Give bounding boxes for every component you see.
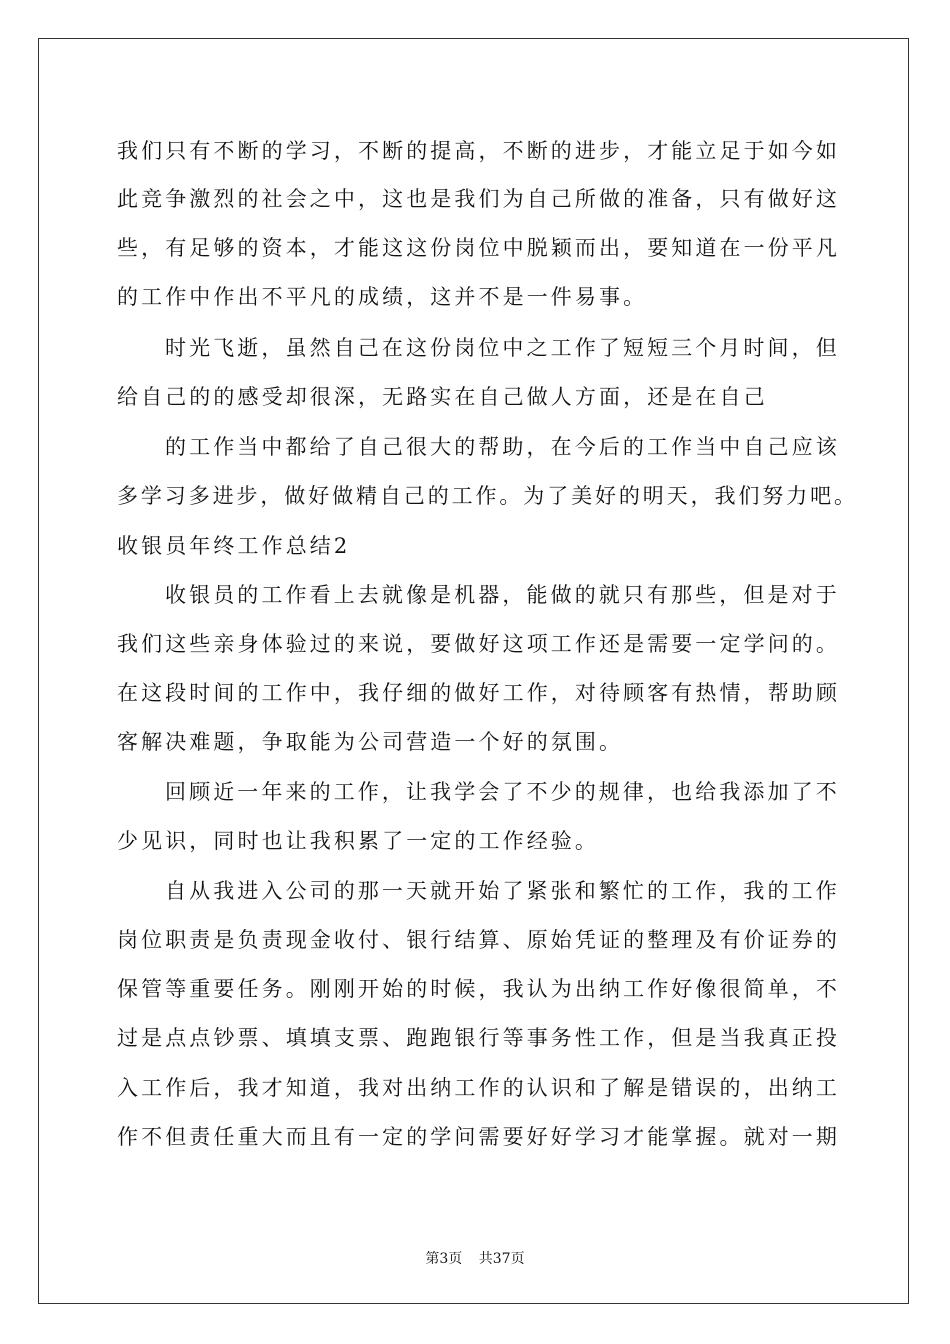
text-line: 回顾近一年来的工作，让我学会了不少的规律，也给我添加了不 bbox=[165, 780, 840, 804]
text-line: 过是点点钞票、填填支票、跑跑银行等事务性工作，但是当我真正投 bbox=[117, 1026, 840, 1050]
text-line: 多学习多进步，做好做精自己的工作。为了美好的明天，我们努力吧。 bbox=[117, 484, 858, 508]
text-line: 我们只有不断的学习，不断的提高，不断的进步，才能立足于如今如 bbox=[117, 139, 840, 163]
text-line: 些，有足够的资本，才能这这份岗位中脱颖而出，要知道在一份平凡 bbox=[117, 236, 840, 260]
text-line: 岗位职责是负责现金收付、银行结算、原始凭证的整理及有价证券的 bbox=[117, 928, 840, 952]
text-line: 保管等重要任务。刚刚开始的时候，我认为出纳工作好像很简单，不 bbox=[117, 977, 840, 1001]
text-line: 给自己的的感受却很深，无路实在自己做人方面，还是在自己 bbox=[117, 385, 768, 409]
page-total: 共37页 bbox=[478, 1251, 525, 1267]
text-line: 少见识，同时也让我积累了一定的工作经验。 bbox=[117, 829, 599, 853]
text-line: 我们这些亲身体验过的来说，要做好这项工作还是需要一定学问的。 bbox=[117, 632, 840, 656]
page-number: 第3页 bbox=[425, 1251, 463, 1267]
text-line: 的工作当中都给了自己很大的帮助，在今后的工作当中自己应该 bbox=[165, 435, 840, 459]
text-line: 自从我进入公司的那一天就开始了紧张和繁忙的工作，我的工作 bbox=[165, 879, 840, 903]
text-line: 此竞争激烈的社会之中，这也是我们为自己所做的准备，只有做好这 bbox=[117, 187, 840, 211]
text-line: 收银员的工作看上去就像是机器，能做的就只有那些，但是对于 bbox=[165, 583, 840, 607]
page-border bbox=[38, 38, 909, 1304]
text-line: 客解决难题，争取能为公司营造一个好的氛围。 bbox=[117, 730, 624, 754]
text-line: 的工作中作出不平凡的成绩，这并不是一件易事。 bbox=[117, 285, 648, 309]
text-line: 在这段时间的工作中，我仔细的做好工作，对待顾客有热情，帮助顾 bbox=[117, 681, 840, 705]
text-line: 入工作后，我才知道，我对出纳工作的认识和了解是错误的，出纳工 bbox=[117, 1076, 840, 1100]
text-line: 时光飞逝，虽然自己在这份岗位中之工作了短短三个月时间，但 bbox=[165, 336, 840, 360]
text-line: 作不但责任重大而且有一定的学问需要好好学习才能掌握。就对一期 bbox=[117, 1125, 840, 1149]
section-heading: 收银员年终工作总结2 bbox=[117, 534, 351, 558]
page-footer bbox=[0, 1248, 950, 1268]
